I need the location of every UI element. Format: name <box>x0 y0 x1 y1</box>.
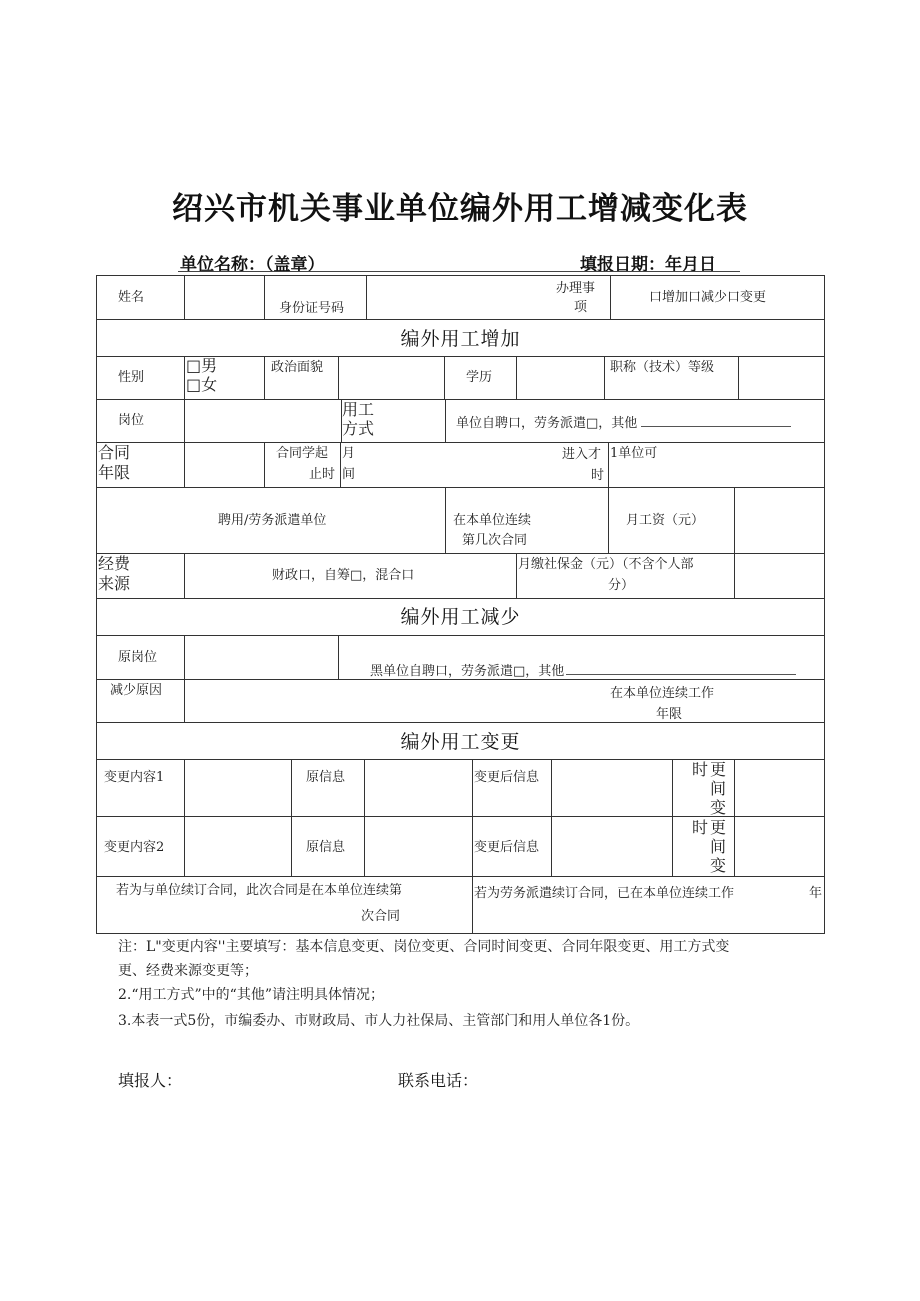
social-insurance-label-line1: 月缴社保金（元）（不含个人部 <box>518 557 694 572</box>
form-title: 绍兴市机关事业单位编外用工增减变化表 <box>172 191 748 227</box>
month-label-line2: 间 <box>342 467 356 482</box>
section-decrease: 编外用工减少 <box>400 606 521 628</box>
approval-label: 1单位可 <box>610 446 658 461</box>
entry-time-label-line2: 时 <box>591 468 605 483</box>
dispatch-renewal-year-unit: 年 <box>809 886 823 901</box>
politics-label: 政治面貌 <box>271 360 324 375</box>
title-grade-label: 职称（技术）等级 <box>610 360 715 375</box>
fill-date-label: 填报日期：年月日 <box>580 255 716 275</box>
consecutive-years-label-line1: 在本单位连续工作 <box>610 686 715 701</box>
social-insurance-label-line2: 分） <box>608 578 635 593</box>
change-time-label-2-char2: 更 <box>710 818 727 837</box>
form-table <box>96 275 825 933</box>
employment-method-label-line1: 用工 <box>342 400 375 419</box>
header-underline <box>178 271 740 272</box>
consecutive-contract-label-line1: 在本单位连续 <box>453 513 532 528</box>
decrease-other-input-line[interactable] <box>566 660 796 675</box>
note-line-3: 2.“用工方式”中的“其他”请注明具体情况； <box>118 987 384 1003</box>
consecutive-contract-label-line2: 第几次合同 <box>462 533 528 548</box>
new-info-label-1: 变更后信息 <box>474 770 540 785</box>
male-checkbox[interactable]: □男 <box>186 356 218 375</box>
education-label: 学历 <box>466 370 493 385</box>
original-info-label-2: 原信息 <box>306 840 346 855</box>
name-label: 姓名 <box>118 290 145 305</box>
hire-unit-label: 聘用/劳务派遣单位 <box>218 513 327 528</box>
contract-period-label-line1: 合同学起 <box>276 446 329 461</box>
matter-label-line2: 项 <box>574 300 588 315</box>
employment-method-label-line2: 方式 <box>342 419 375 438</box>
change-time-label-2-char4: 变 <box>710 856 727 875</box>
change-content-1-label: 变更内容1 <box>104 770 165 785</box>
reduce-reason-label: 减少原因 <box>110 683 163 698</box>
change-content-2-label: 变更内容2 <box>104 840 165 855</box>
change-time-label-1-char4: 变 <box>710 798 727 817</box>
monthly-salary-label: 月工资（元） <box>626 513 705 528</box>
matter-options[interactable]: 口增加口减少口变更 <box>649 290 767 305</box>
gender-label: 性别 <box>118 370 145 385</box>
contract-term-label-line2: 年限 <box>98 463 131 482</box>
section-change: 编外用工变更 <box>400 731 521 753</box>
section-increase: 编外用工增加 <box>400 328 521 350</box>
post-label: 岗位 <box>118 413 145 428</box>
funding-options[interactable]: 财政口，自筹□，混合口 <box>272 568 415 583</box>
decrease-method-options-text: 黑单位自聘口，劳务派遣□，其他 <box>370 664 565 679</box>
renewal-contract-text-line2: 次合同 <box>361 909 401 924</box>
matter-label-line1: 办理事 <box>556 281 596 296</box>
change-time-label-2-char1: 时 <box>692 818 709 837</box>
entry-time-label-line1: 进入才 <box>562 447 602 462</box>
change-time-label-1-char2: 更 <box>710 760 727 779</box>
id-number-label: 身份证号码 <box>279 301 345 316</box>
month-label-line1: 月 <box>342 446 356 461</box>
other-method-input-line[interactable] <box>641 412 791 427</box>
change-time-label-1-char1: 时 <box>692 760 709 779</box>
note-line-1: 注：L"变更内容''主要填写：基本信息变更、岗位变更、合同时间变更、合同年限变更、用工方式变 <box>118 939 730 955</box>
renewal-contract-text-line1: 若为与单位续订合同，此次合同是在本单位连续第 <box>116 883 403 898</box>
unit-name-label: 单位名称：（盖章） <box>180 255 325 275</box>
filler-label: 填报人： <box>118 1071 183 1090</box>
note-line-2: 更、经费来源变更等； <box>118 963 258 979</box>
funding-source-label-line2: 来源 <box>98 574 131 593</box>
change-time-label-2-char3: 间 <box>710 837 727 856</box>
dispatch-renewal-text: 若为劳务派遣续订合同，已在本单位连续工作 <box>474 886 735 901</box>
employment-method-options-text: 单位自聘口，劳务派遣□，其他 <box>456 416 638 431</box>
original-post-label: 原岗位 <box>118 650 158 665</box>
contract-term-label-line1: 合同 <box>98 443 131 462</box>
decrease-method-options[interactable] <box>370 660 796 681</box>
consecutive-years-label-line2: 年限 <box>656 707 683 722</box>
change-time-label-1-char3: 间 <box>710 779 727 798</box>
employment-method-options[interactable] <box>456 412 791 433</box>
female-checkbox[interactable]: □女 <box>186 375 218 394</box>
contract-period-label-line2: 止时 <box>309 467 336 482</box>
new-info-label-2: 变更后信息 <box>474 840 540 855</box>
funding-source-label-line1: 经费 <box>98 554 131 573</box>
original-info-label-1: 原信息 <box>306 770 346 785</box>
note-line-4: 3.本表一式5份，市编委办、市财政局、市人力社保局、主管部门和用人单位各1份。 <box>118 1013 640 1029</box>
phone-label: 联系电话： <box>398 1071 479 1090</box>
